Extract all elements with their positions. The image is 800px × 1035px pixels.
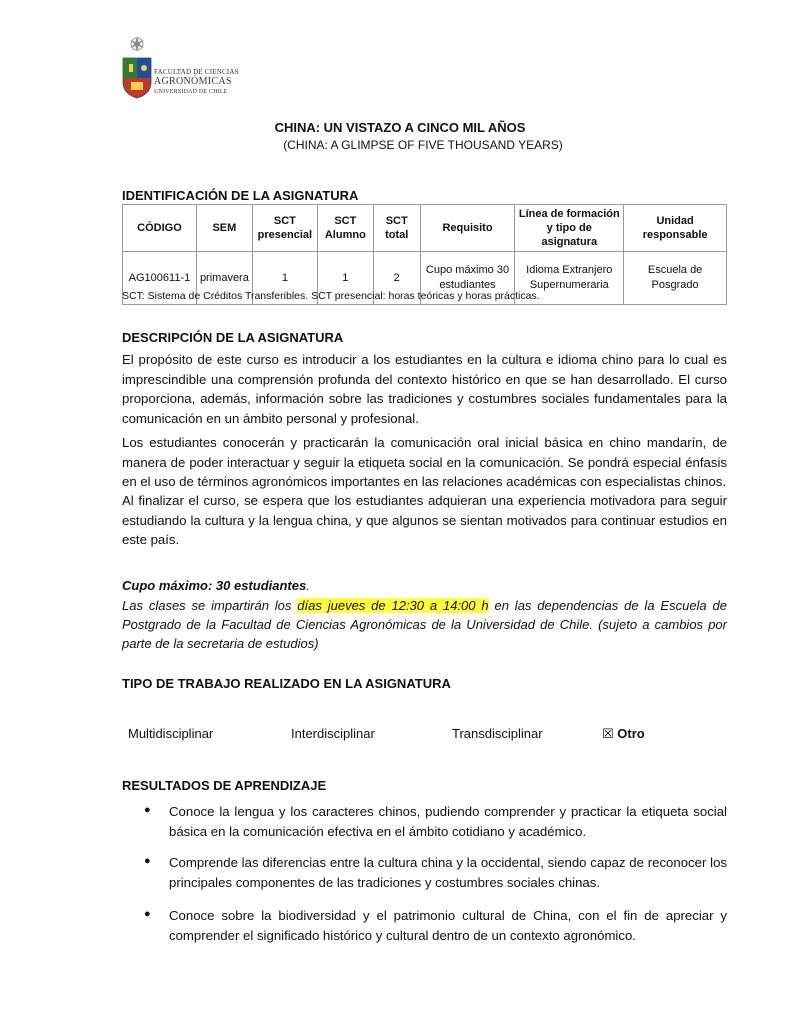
description-paragraph-1: El propósito de este curso es introducir a los estudiantes en la cultura e idioma chino para lo cual es imprescindible una comprensión profunda del contexto histórico en que se han desarrollado. El curso proporciona, además, información sobre las tradiciones y costumbres sociales fundamentales para la comunicación en un ámbito personal y profesional. — [122, 352, 727, 426]
cupo-text: Cupo máximo: 30 estudiantes — [122, 578, 307, 593]
col-unidad-responsable: Unidad responsable — [624, 205, 727, 252]
university-crest-icon — [120, 34, 154, 100]
col-sct-total: SCT total — [373, 205, 420, 252]
cell-unidad-responsable: Escuela de Posgrado — [624, 252, 727, 305]
identification-heading: IDENTIFICACIÓN DE LA ASIGNATURA — [122, 188, 359, 203]
outcomes-heading: RESULTADOS DE APRENDIZAJE — [122, 778, 327, 793]
cell-sct-alumno: 1 — [317, 252, 373, 305]
cell-linea-formacion: Idioma Extranjero Supernumeraria — [515, 252, 624, 305]
option-transdisciplinar: Transdisciplinar — [452, 726, 543, 741]
table-header-row — [123, 205, 727, 252]
bullet-icon: ● — [144, 855, 151, 867]
cell-sem: primavera — [196, 252, 252, 305]
clases-highlight: días jueves de 12:30 a 14:00 h — [297, 598, 489, 613]
col-sct-presencial: SCT presencial — [252, 205, 317, 252]
cupo-maximo — [122, 578, 310, 593]
cell-sct-presencial: 1 — [252, 252, 317, 305]
logo-line-2: AGRONÓMICAS — [154, 76, 232, 87]
bullet-icon: ● — [144, 804, 151, 816]
col-sem: SEM — [196, 205, 252, 252]
description-heading: DESCRIPCIÓN DE LA ASIGNATURA — [122, 330, 344, 345]
bullet-icon: ● — [144, 908, 151, 920]
logo-line-1: FACULTAD DE CIENCIAS — [154, 68, 239, 76]
option-interdisciplinar: Interdisciplinar — [291, 726, 375, 741]
clases-before: Las clases se impartirán los — [122, 598, 298, 613]
cell-codigo: AG100611-1 — [123, 252, 197, 305]
outcome-item-1: Conoce la lengua y los caracteres chinos, pudiendo comprender y practicar la etiqueta social básica en la comunicación efectiva en el ámbito cotidiano y académico. — [169, 804, 727, 839]
outcome-item-2: Comprende las diferencias entre la cultura china y la occidental, siendo capaz de reconocer los principales componentes de las tradiciones y costumbres sociales chinas. — [169, 855, 727, 890]
col-codigo: CÓDIGO — [123, 205, 197, 252]
col-linea-formacion: Línea de formación y tipo de asignatura — [515, 205, 624, 252]
checked-box-icon: ☒ — [602, 726, 614, 741]
outcome-item-3: Conoce sobre la biodiversidad y el patrimonio cultural de China, con el fin de apreciar y comprender el significado histórico y cultural dentro de un contexto agronómico. — [169, 908, 727, 943]
logo-line-3: UNIVERSIDAD DE CHILE — [154, 89, 228, 95]
option-multidisciplinar: Multidisciplinar — [128, 726, 214, 741]
class-schedule — [122, 596, 727, 653]
col-requisito: Requisito — [420, 205, 515, 252]
col-sct-alumno: SCT Alumno — [317, 205, 373, 252]
cell-sct-total: 2 — [373, 252, 420, 305]
option-otro — [602, 726, 645, 742]
course-subtitle: (CHINA: A GLIMPSE OF FIVE THOUSAND YEARS) — [283, 138, 563, 152]
course-title: CHINA: UN VISTAZO A CINCO MIL AÑOS — [274, 120, 526, 135]
option-otro-label: Otro — [617, 726, 645, 741]
cell-requisito: Cupo máximo 30 estudiantes — [420, 252, 515, 305]
cupo-suffix: . — [306, 578, 310, 593]
work-type-heading: TIPO DE TRABAJO REALIZADO EN LA ASIGNATURA — [122, 676, 451, 691]
description-paragraph-3: Al finalizar el curso, se espera que los estudiantes adquieran una experiencia motivadora para seguir estudiando la cultura y la lengua china, y que algunos se sientan motivados para continuar estudios en este país. — [122, 493, 727, 548]
sct-footnote: SCT: Sistema de Créditos Transferibles. SCT presencial: horas teóricas y horas prácticas. — [122, 290, 540, 302]
clases-after: en las dependencias de la Escuela de Postgrado de la Facultad de Ciencias Agronómicas de la Universidad de Chile. (sujeto a cambios por parte de la secretaria de estudios) — [122, 598, 727, 651]
description-paragraph-2: Los estudiantes conocerán y practicarán la comunicación oral inicial básica en chino mandarín, de manera de poder interactuar y seguir la etiqueta social en la comunicación. Se pondrá especial énfasis en el uso de términos agronómicos importantes en las relaciones académicas con especialistas chinos. — [122, 435, 727, 490]
faculty-logo — [120, 34, 240, 100]
